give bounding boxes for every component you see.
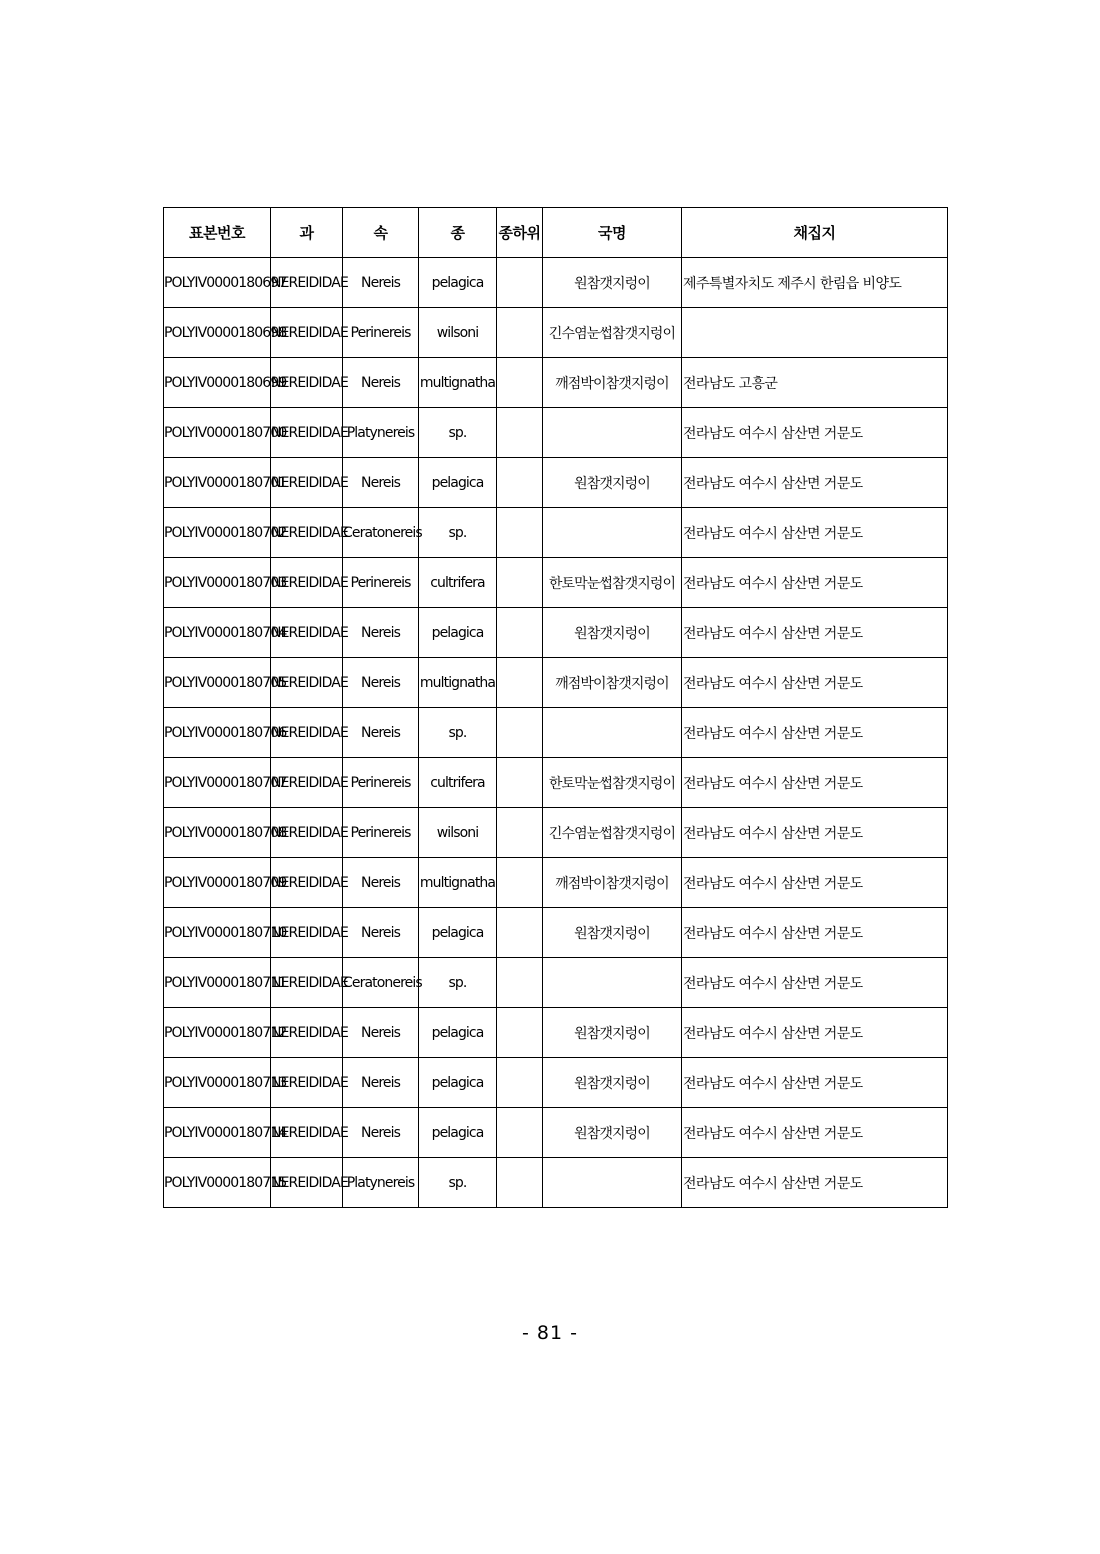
cell-subspecies [497,358,543,408]
cell-family: NEREIDIDAE [271,708,343,758]
cell-collection-site: 전라남도 여수시 삼산면 거문도 [682,708,948,758]
table-body [164,258,948,1208]
cell-genus: Platynereis [343,408,419,458]
cell-family: NEREIDIDAE [271,1108,343,1158]
cell-family: NEREIDIDAE [271,1158,343,1208]
cell-species: multignatha [419,658,497,708]
table-row [164,258,948,308]
cell-species: sp. [419,958,497,1008]
cell-korean-name: 원참갯지렁이 [543,608,682,658]
cell-family: NEREIDIDAE [271,308,343,358]
cell-subspecies [497,1058,543,1108]
cell-genus: Perinereis [343,808,419,858]
header-family: 과 [271,208,343,258]
header-specimen-number: 표본번호 [164,208,271,258]
cell-korean-name: 깨점박이참갯지렁이 [543,358,682,408]
table-row [164,658,948,708]
cell-korean-name: 깨점박이참갯지렁이 [543,858,682,908]
cell-specimen-number: POLYIV0000180700 [164,408,271,458]
cell-family: NEREIDIDAE [271,808,343,858]
table-header-row [164,208,948,258]
cell-collection-site: 전라남도 여수시 삼산면 거문도 [682,658,948,708]
cell-family: NEREIDIDAE [271,558,343,608]
cell-species: pelagica [419,1108,497,1158]
cell-species: multignatha [419,358,497,408]
cell-genus: Nereis [343,1058,419,1108]
cell-specimen-number: POLYIV0000180698 [164,308,271,358]
cell-genus: Platynereis [343,1158,419,1208]
cell-species: pelagica [419,1008,497,1058]
cell-collection-site: 전라남도 여수시 삼산면 거문도 [682,458,948,508]
cell-genus: Nereis [343,908,419,958]
cell-subspecies [497,1108,543,1158]
header-korean-name: 국명 [543,208,682,258]
cell-specimen-number: POLYIV0000180714 [164,1108,271,1158]
cell-specimen-number: POLYIV0000180706 [164,708,271,758]
cell-genus: Ceratonereis [343,958,419,1008]
cell-subspecies [497,508,543,558]
cell-korean-name: 원참갯지렁이 [543,908,682,958]
cell-collection-site: 전라남도 여수시 삼산면 거문도 [682,1008,948,1058]
header-subspecies: 종하위 [497,208,543,258]
cell-family: NEREIDIDAE [271,858,343,908]
cell-genus: Perinereis [343,558,419,608]
cell-species: sp. [419,408,497,458]
cell-specimen-number: POLYIV0000180711 [164,958,271,1008]
cell-subspecies [497,758,543,808]
page-number: - 81 - [522,1322,578,1344]
cell-family: NEREIDIDAE [271,958,343,1008]
cell-korean-name [543,1158,682,1208]
cell-family: NEREIDIDAE [271,1058,343,1108]
cell-subspecies [497,658,543,708]
cell-species: pelagica [419,608,497,658]
cell-family: NEREIDIDAE [271,608,343,658]
cell-subspecies [497,808,543,858]
specimen-table [163,207,948,1208]
cell-specimen-number: POLYIV0000180708 [164,808,271,858]
cell-genus: Nereis [343,658,419,708]
cell-specimen-number: POLYIV0000180713 [164,1058,271,1108]
cell-collection-site: 전라남도 여수시 삼산면 거문도 [682,1158,948,1208]
cell-specimen-number: POLYIV0000180705 [164,658,271,708]
cell-family: NEREIDIDAE [271,258,343,308]
cell-korean-name [543,708,682,758]
cell-korean-name: 원참갯지렁이 [543,1058,682,1108]
cell-collection-site: 전라남도 여수시 삼산면 거문도 [682,608,948,658]
cell-species: wilsoni [419,808,497,858]
cell-collection-site: 전라남도 여수시 삼산면 거문도 [682,758,948,808]
cell-korean-name: 긴수염눈썹참갯지렁이 [543,808,682,858]
cell-genus: Perinereis [343,308,419,358]
cell-species: cultrifera [419,758,497,808]
cell-korean-name [543,408,682,458]
cell-korean-name: 원참갯지렁이 [543,458,682,508]
cell-subspecies [497,558,543,608]
cell-subspecies [497,258,543,308]
table-row [164,908,948,958]
cell-korean-name: 원참갯지렁이 [543,1008,682,1058]
cell-collection-site: 전라남도 고흥군 [682,358,948,408]
table-row [164,358,948,408]
cell-subspecies [497,308,543,358]
cell-subspecies [497,958,543,1008]
cell-family: NEREIDIDAE [271,508,343,558]
cell-genus: Nereis [343,258,419,308]
table-row [164,1158,948,1208]
table-row [164,858,948,908]
cell-family: NEREIDIDAE [271,458,343,508]
cell-korean-name [543,508,682,558]
cell-species: pelagica [419,908,497,958]
cell-subspecies [497,408,543,458]
cell-collection-site: 전라남도 여수시 삼산면 거문도 [682,508,948,558]
cell-genus: Nereis [343,458,419,508]
cell-species: multignatha [419,858,497,908]
table-row [164,508,948,558]
cell-collection-site: 전라남도 여수시 삼산면 거문도 [682,1058,948,1108]
cell-subspecies [497,1008,543,1058]
cell-family: NEREIDIDAE [271,408,343,458]
cell-family: NEREIDIDAE [271,758,343,808]
cell-family: NEREIDIDAE [271,1008,343,1058]
table-row [164,308,948,358]
cell-specimen-number: POLYIV0000180702 [164,508,271,558]
cell-species: pelagica [419,1058,497,1108]
cell-genus: Nereis [343,708,419,758]
table-row [164,758,948,808]
cell-collection-site: 전라남도 여수시 삼산면 거문도 [682,908,948,958]
cell-specimen-number: POLYIV0000180704 [164,608,271,658]
cell-specimen-number: POLYIV0000180699 [164,358,271,408]
cell-subspecies [497,458,543,508]
cell-specimen-number: POLYIV0000180709 [164,858,271,908]
cell-collection-site: 전라남도 여수시 삼산면 거문도 [682,958,948,1008]
cell-genus: Nereis [343,1108,419,1158]
cell-specimen-number: POLYIV0000180701 [164,458,271,508]
cell-specimen-number: POLYIV0000180697 [164,258,271,308]
cell-subspecies [497,1158,543,1208]
table-row [164,958,948,1008]
cell-genus: Nereis [343,358,419,408]
cell-genus: Nereis [343,858,419,908]
header-collection-site: 채집지 [682,208,948,258]
table-row [164,408,948,458]
table-row [164,558,948,608]
cell-collection-site [682,308,948,358]
cell-collection-site: 전라남도 여수시 삼산면 거문도 [682,858,948,908]
cell-korean-name: 한토막눈썹참갯지렁이 [543,558,682,608]
cell-collection-site: 제주특별자치도 제주시 한림읍 비양도 [682,258,948,308]
cell-korean-name [543,958,682,1008]
cell-genus: Nereis [343,1008,419,1058]
cell-family: NEREIDIDAE [271,658,343,708]
cell-collection-site: 전라남도 여수시 삼산면 거문도 [682,808,948,858]
cell-specimen-number: POLYIV0000180703 [164,558,271,608]
cell-collection-site: 전라남도 여수시 삼산면 거문도 [682,1108,948,1158]
cell-subspecies [497,608,543,658]
cell-collection-site: 전라남도 여수시 삼산면 거문도 [682,408,948,458]
cell-subspecies [497,708,543,758]
cell-specimen-number: POLYIV0000180707 [164,758,271,808]
cell-species: sp. [419,1158,497,1208]
cell-family: NEREIDIDAE [271,908,343,958]
table-row [164,1008,948,1058]
cell-species: sp. [419,708,497,758]
cell-specimen-number: POLYIV0000180712 [164,1008,271,1058]
cell-korean-name: 깨점박이참갯지렁이 [543,658,682,708]
cell-family: NEREIDIDAE [271,358,343,408]
table-row [164,1058,948,1108]
table-row [164,608,948,658]
table-row [164,458,948,508]
table-row [164,808,948,858]
cell-species: sp. [419,508,497,558]
cell-species: wilsoni [419,308,497,358]
cell-korean-name: 원참갯지렁이 [543,258,682,308]
cell-korean-name: 긴수염눈썹참갯지렁이 [543,308,682,358]
cell-collection-site: 전라남도 여수시 삼산면 거문도 [682,558,948,608]
cell-species: pelagica [419,258,497,308]
header-species: 종 [419,208,497,258]
cell-genus: Ceratonereis [343,508,419,558]
header-genus: 속 [343,208,419,258]
cell-korean-name: 한토막눈썹참갯지렁이 [543,758,682,808]
cell-species: cultrifera [419,558,497,608]
cell-specimen-number: POLYIV0000180710 [164,908,271,958]
cell-subspecies [497,858,543,908]
cell-genus: Nereis [343,608,419,658]
table-row [164,708,948,758]
cell-subspecies [497,908,543,958]
cell-specimen-number: POLYIV0000180715 [164,1158,271,1208]
cell-korean-name: 원참갯지렁이 [543,1108,682,1158]
cell-genus: Perinereis [343,758,419,808]
cell-species: pelagica [419,458,497,508]
table-row [164,1108,948,1158]
